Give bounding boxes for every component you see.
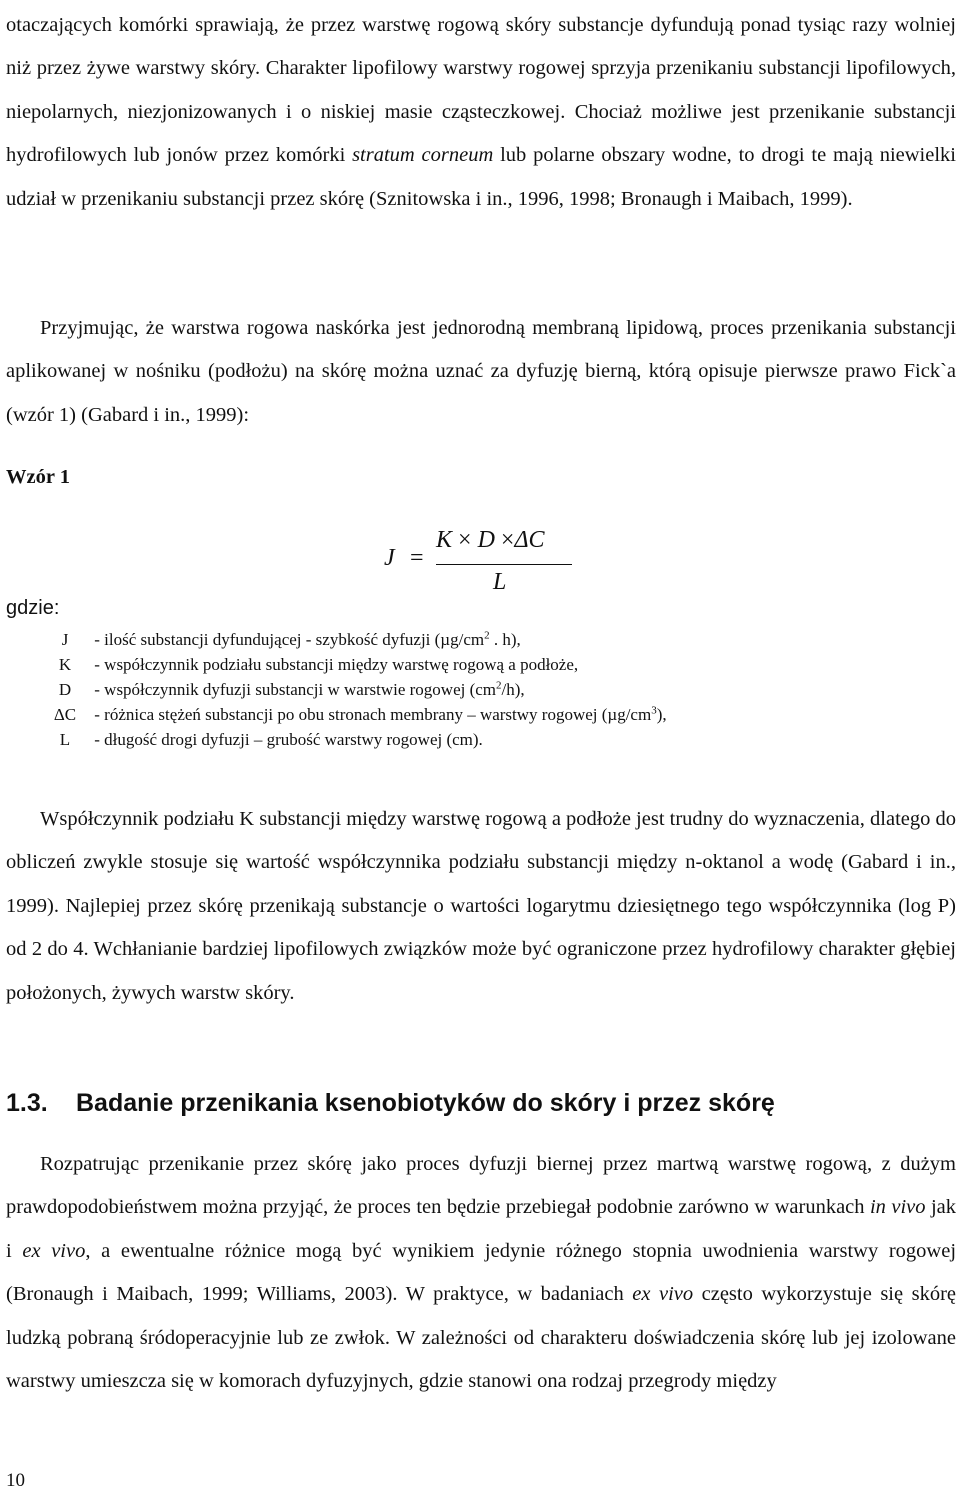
formula-equals: = [410,545,424,571]
paragraph-4: Rozpatrując przenikanie przez skórę jako proces dyfuzji biernej przez martwą warstwę rogową, z dużym prawdopodobieństwem można przyjąć, że proces ten będzie przebiegał podobnie zarówno w warunkach in vivo jak i ex vivo, a ewentualne różnice mogą być wynikiem jedynie różnego stopnia uwodnienia warstwy rogowej (Bronaugh i Maibach, 1999; Williams, 2003). W praktyce, w badaniach ex vivo często wykorzystuje się skórę ludzką pobraną śródoperacyjnie lub ze zwłok. W zależności od charakteru doświadczenia skórę lub jej izolowane warstwy umieszcza się w komorach dyfuzyjnych, gdzie stanowi ona rodzaj przegrody między [6,1153,957,1393]
legend-intro: gdzie: [6,597,60,619]
fick-formula [380,524,590,604]
paragraph-3: Współczynnik podziału K substancji między warstwę rogową a podłoże jest trudny do wyznaczenia, dlatego do obliczeń zwykle stosuje się wartość współczynnika podziału substancji między n-oktanol a wodę (Gabard i in., 1999). Najlepiej przez skórę przenikają substancje o wartości logarytmu dziesiętnego tego współczynnika (log P) od 2 do 4. Wchłanianie bardziej lipofilowych związków może być ograniczone przez hydrofilowy charakter głębiej położonych, żywych warstw skóry. [6,808,956,1004]
paragraph-2: Przyjmując, że warstwa rogowa naskórka jest jednorodną membraną lipidową, proces przenikania substancji aplikowanej w nośniku (podłożu) na skórę można uznać za dyfuzję bierną, którą opisuje pierwsze prawo Fick`a (wzór 1) (Gabard i in., 1999): [6,317,956,426]
section-heading: 1.3. Badanie przenikania ksenobiotyków do skóry i przez skórę [6,1089,775,1117]
legend-row-l: L - długość drogi dyfuzji – grubość warstwy rogowej (cm). [59,730,483,749]
legend-row-d: D - współczynnik dyfuzji substancji w warstwie rogowej $(cm^2/h)$, [58,679,525,699]
paragraph-1: otaczających komórki sprawiają, że przez warstwę rogową skóry substancje dyfundują ponad tysiąc razy wolniej niż przez żywe warstwy skóry. Charakter lipofilowy warstwy rogowej sprzyja przenikaniu substancji lipofilowych, niepolarnych, niezjonizowanych i o niskiej masie cząsteczkowej. Chociaż możliwe jest przenikanie substancji hydrofilowych lub jonów przez komórki stratum corneum lub polarne obszary wodne, to drogi te mają niewielki udział w przenikaniu substancji przez skórę (Sznitowska i in., 1996, 1998; Bronaugh i Maibach, 1999). [6,14,956,210]
legend-row-j: J - ilość substancji dyfundującej - szybkość dyfuzji ($\mu g/cm^2$ . h), [61,629,521,649]
italic-term: stratum corneum [352,144,494,167]
formula-label: Wzór 1 [6,466,70,488]
page-number: 10 [6,1470,25,1491]
formula-denominator: L [493,569,507,595]
legend-row-k: K - współczynnik podziału substancji między warstwę rogową a podłoże, [58,655,579,674]
legend-row-dc: ΔC - różnica stężeń substancji po obu stronach membrany – warstwy rogowej $(\mu g/cm^3)$, [53,704,667,724]
formula-legend [40,627,667,752]
formula-numerator: K × D ×ΔC [436,527,545,553]
fraction-bar [436,564,572,565]
formula-lhs: J [384,545,395,571]
